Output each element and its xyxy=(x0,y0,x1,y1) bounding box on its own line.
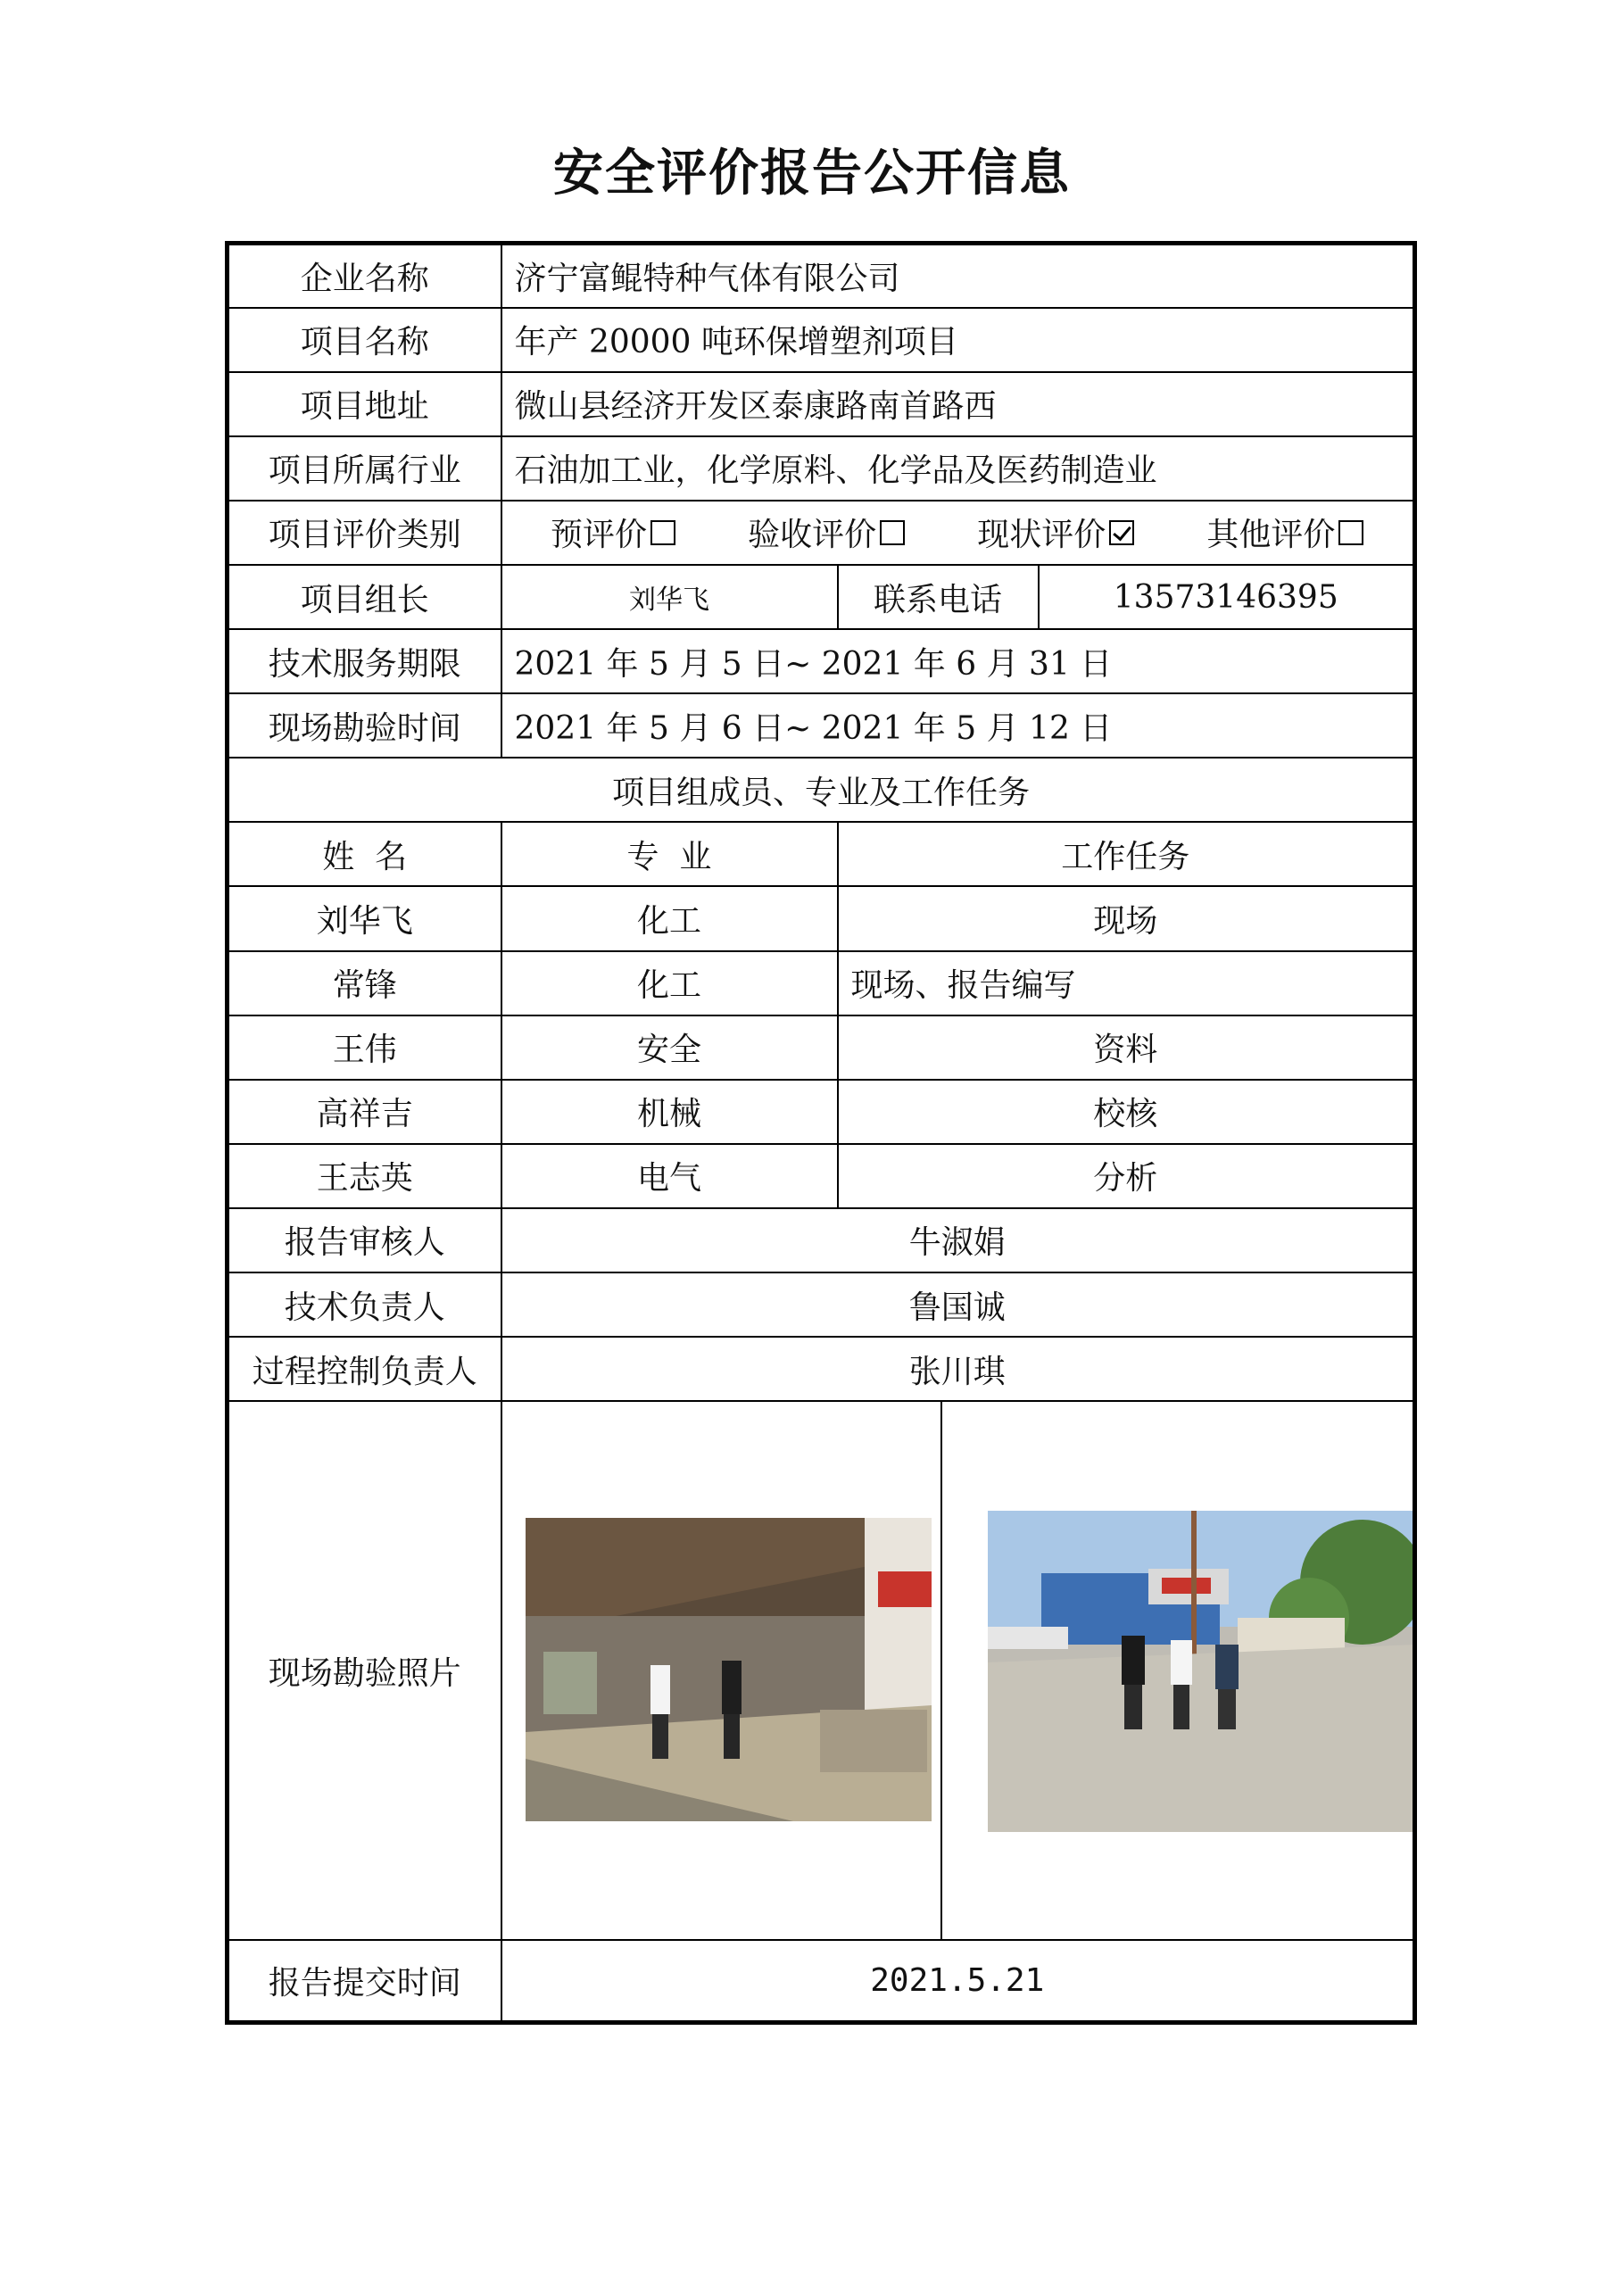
member-major: 安全 xyxy=(501,1015,838,1080)
page-title: 安全评价报告公开信息 xyxy=(553,145,1071,203)
photos-cell xyxy=(501,1401,1415,1940)
project-address-value: 微山县经济开发区泰康路南首路西 xyxy=(501,372,1415,436)
member-task: 校核 xyxy=(838,1080,1415,1144)
eval-option-other-label: 其他评价 xyxy=(1206,517,1336,554)
header-major: 专 业 xyxy=(501,822,838,886)
row-photos xyxy=(228,1401,1415,1940)
eval-option-pre-label: 预评价 xyxy=(551,517,648,554)
service-period-label: 技术服务期限 xyxy=(228,629,501,693)
header-name: 姓 名 xyxy=(228,822,501,886)
company-value: 济宁富鲲特种气体有限公司 xyxy=(501,244,1415,308)
member-row xyxy=(228,951,1415,1015)
checkbox-pre[interactable] xyxy=(650,520,675,545)
photos-label: 现场勘验照片 xyxy=(228,1401,501,1940)
row-eval-type xyxy=(228,501,1415,565)
industry-label: 项目所属行业 xyxy=(228,436,501,501)
member-name: 王志英 xyxy=(228,1144,501,1208)
eval-type-label: 项目评价类别 xyxy=(228,501,501,565)
project-name-value: 年产 20000 吨环保增塑剂项目 xyxy=(501,308,1415,372)
member-major: 化工 xyxy=(501,886,838,950)
tech-lead-label: 技术负责人 xyxy=(228,1272,501,1337)
member-major: 电气 xyxy=(501,1144,838,1208)
leader-value: 刘华飞 xyxy=(501,565,838,629)
eval-option-acceptance-label: 验收评价 xyxy=(748,517,877,554)
process-lead-label: 过程控制负责人 xyxy=(228,1337,501,1401)
checkbox-other[interactable] xyxy=(1338,520,1363,545)
eval-option-current[interactable] xyxy=(977,510,1134,555)
row-members-heading xyxy=(228,758,1415,822)
member-row xyxy=(228,1015,1415,1080)
project-name-label: 项目名称 xyxy=(228,308,501,372)
header-task: 工作任务 xyxy=(838,822,1415,886)
row-survey-time xyxy=(228,693,1415,758)
process-lead-value: 张川琪 xyxy=(501,1337,1415,1401)
row-service-period xyxy=(228,629,1415,693)
row-industry xyxy=(228,436,1415,501)
member-row xyxy=(228,886,1415,950)
member-task: 资料 xyxy=(838,1015,1415,1080)
checkbox-current-checked[interactable] xyxy=(1109,520,1134,545)
photo-divider xyxy=(940,1402,942,1939)
row-process-lead xyxy=(228,1337,1415,1401)
phone-label: 联系电话 xyxy=(838,565,1039,629)
checkbox-acceptance[interactable] xyxy=(880,520,905,545)
members-heading: 项目组成员、专业及工作任务 xyxy=(228,758,1415,822)
submit-value: 2021.5.21 xyxy=(501,1940,1415,2022)
member-row xyxy=(228,1080,1415,1144)
row-project-address xyxy=(228,372,1415,436)
row-reviewer xyxy=(228,1208,1415,1272)
survey-time-label: 现场勘验时间 xyxy=(228,693,501,758)
member-name: 王伟 xyxy=(228,1015,501,1080)
member-row xyxy=(228,1144,1415,1208)
row-project-name xyxy=(228,308,1415,372)
member-name: 刘华飞 xyxy=(228,886,501,950)
members-header-row xyxy=(228,822,1415,886)
company-label: 企业名称 xyxy=(228,244,501,308)
eval-option-pre[interactable] xyxy=(551,510,675,555)
member-name: 常锋 xyxy=(228,951,501,1015)
site-photo-entrance xyxy=(988,1511,1414,1832)
eval-option-acceptance[interactable] xyxy=(748,510,905,555)
eval-type-options xyxy=(501,501,1415,565)
tech-lead-value: 鲁国诚 xyxy=(501,1272,1415,1337)
submit-label: 报告提交时间 xyxy=(228,1940,501,2022)
row-tech-lead xyxy=(228,1272,1415,1337)
reviewer-label: 报告审核人 xyxy=(228,1208,501,1272)
survey-time-value: 2021 年 5 月 6 日~ 2021 年 5 月 12 日 xyxy=(501,693,1415,758)
row-company xyxy=(228,244,1415,308)
site-photo-warehouse xyxy=(526,1518,932,1821)
member-task: 分析 xyxy=(838,1144,1415,1208)
member-name: 高祥吉 xyxy=(228,1080,501,1144)
eval-option-current-label: 现状评价 xyxy=(977,517,1106,554)
row-leader xyxy=(228,565,1415,629)
service-period-value: 2021 年 5 月 5 日~ 2021 年 6 月 31 日 xyxy=(501,629,1415,693)
eval-option-other[interactable] xyxy=(1206,510,1363,555)
industry-value: 石油加工业，化学原料、化学品及医药制造业 xyxy=(501,436,1415,501)
member-major: 机械 xyxy=(501,1080,838,1144)
info-table xyxy=(225,241,1417,2025)
project-address-label: 项目地址 xyxy=(228,372,501,436)
member-task: 现场、报告编写 xyxy=(838,951,1415,1015)
member-task: 现场 xyxy=(838,886,1415,950)
member-major: 化工 xyxy=(501,951,838,1015)
phone-value: 13573146395 xyxy=(1039,565,1415,629)
reviewer-value: 牛淑娟 xyxy=(501,1208,1415,1272)
leader-label: 项目组长 xyxy=(228,565,501,629)
row-submit xyxy=(228,1940,1415,2022)
